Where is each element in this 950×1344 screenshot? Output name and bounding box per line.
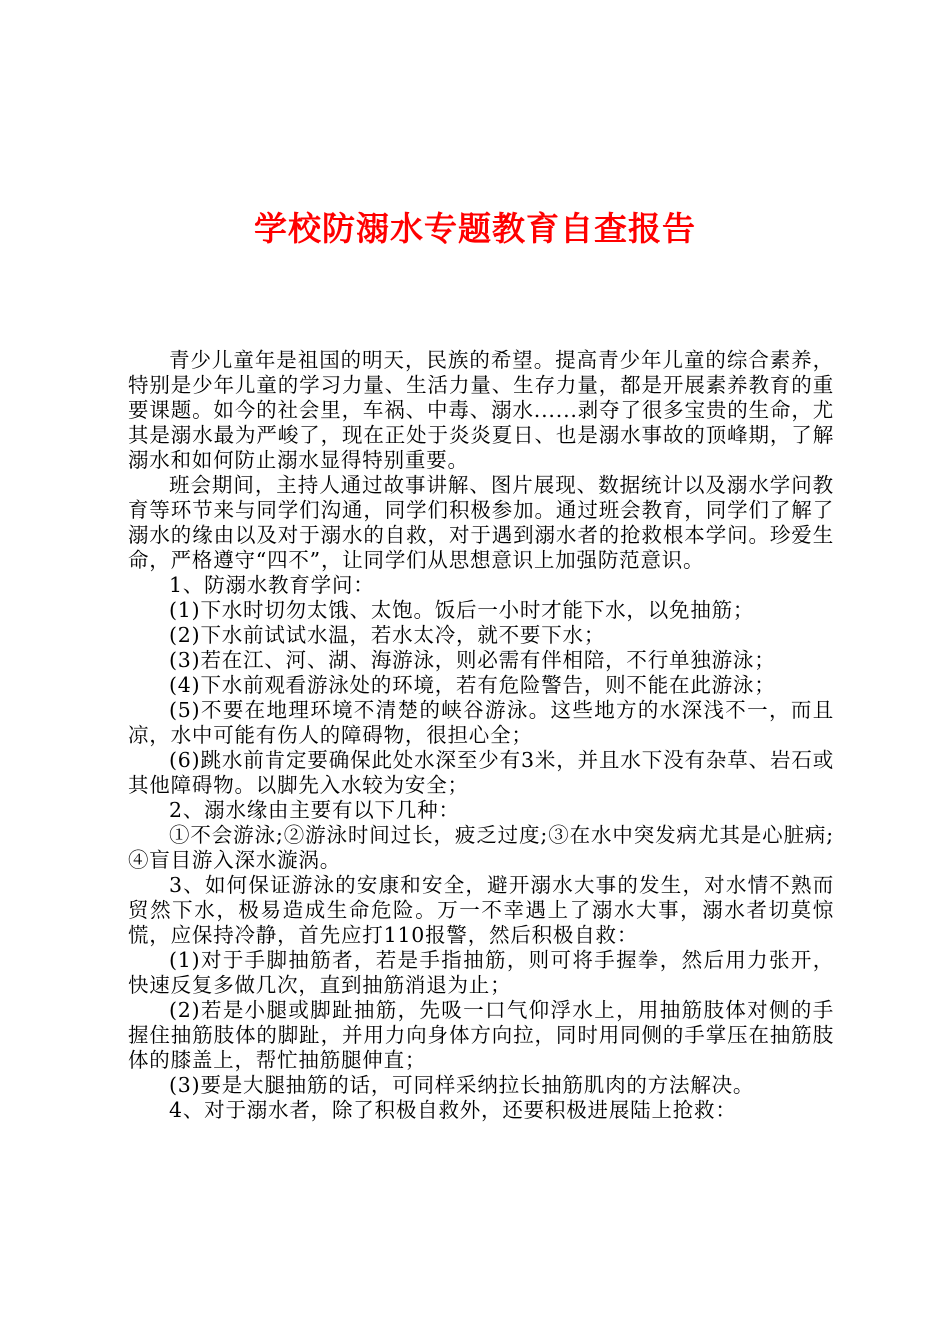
list-item: (4)下水前观看游泳处的环境，若有危险警告，则不能在此游泳； bbox=[169, 673, 776, 697]
list-item: (3)若在江、河、湖、海游泳，则必需有伴相陪，不行单独游泳； bbox=[169, 648, 776, 672]
list-item: (1)对于手脚抽筋者，若是手指抽筋，则可将手握拳，然后用力张开，快速反复多做几次，直到抽筋消退为止； bbox=[128, 948, 834, 997]
list-item: (1)下水时切勿太饿、太饱。饭后一小时才能下水，以免抽筋； bbox=[169, 598, 755, 622]
paragraph-class-meeting: 班会期间，主持人通过故事讲解、图片展现、数据统计以及溺水学问教育等环节来与同学们沟通，同学们积极参加。通过班会教育，同学们了解了溺水的缘由以及对于溺水的自救，对于遇到溺水者的抢救根本学问。珍爱生命，严格遵守“四不”，让同学们从思想意识上加强防范意识。 bbox=[128, 473, 834, 572]
section-heading-3: 3、如何保证游泳的安康和安全，避开溺水大事的发生，对水情不熟而贸然下水，极易造成生命危险。万一不幸遇上了溺水大事，溺水者切莫惊慌，应保持冷静，首先应打110报警，然后积极自救： bbox=[128, 873, 834, 947]
document-title: 学校防溺水专题教育自查报告 bbox=[254, 209, 696, 248]
list-item: (3)要是大腿抽筋的话，可同样采纳拉长抽筋肌肉的方法解决。 bbox=[169, 1073, 755, 1097]
paragraph-intro: 青少儿童年是祖国的明天，民族的希望。提高青少年儿童的综合素养，特别是少年儿童的学习力量、生活力量、生存力量，都是开展素养教育的重要课题。如今的社会里，车祸、中毒、溺水......剥夺了很多宝贵的生命，尤其是溺水最为严峻了，现在正处于炎炎夏日、也是溺水事故的顶峰期，了解溺水和如何防止溺水显得特别重要。 bbox=[128, 348, 834, 472]
document-body bbox=[128, 348, 834, 1123]
list-item: (2)下水前试试水温，若水太冷，就不要下水； bbox=[169, 623, 606, 647]
list-item: (2)若是小腿或脚趾抽筋，先吸一口气仰浮水上，用抽筋肢体对侧的手握住抽筋肢体的脚趾，并用力向身体方向拉，同时用同侧的手掌压在抽筋肢体的膝盖上，帮忙抽筋腿伸直； bbox=[128, 998, 834, 1072]
section-heading-2: 2、溺水缘由主要有以下几种： bbox=[169, 798, 460, 822]
list-item: (5)不要在地理环境不清楚的峡谷游泳。这些地方的水深浅不一，而且凉，水中可能有伤人的障碍物，很担心全； bbox=[128, 698, 834, 747]
list-item: (6)跳水前肯定要确保此处水深至少有3米，并且水下没有杂草、岩石或其他障碍物。以脚先入水较为安全； bbox=[128, 748, 834, 797]
list-item: ①不会游泳;②游泳时间过长，疲乏过度;③在水中突发病尤其是心脏病;④盲目游入深水漩涡。 bbox=[128, 823, 834, 872]
section-heading-4: 4、对于溺水者，除了积极自救外，还要积极进展陆上抢救： bbox=[169, 1098, 737, 1122]
section-heading-1: 1、防溺水教育学问： bbox=[169, 573, 375, 597]
